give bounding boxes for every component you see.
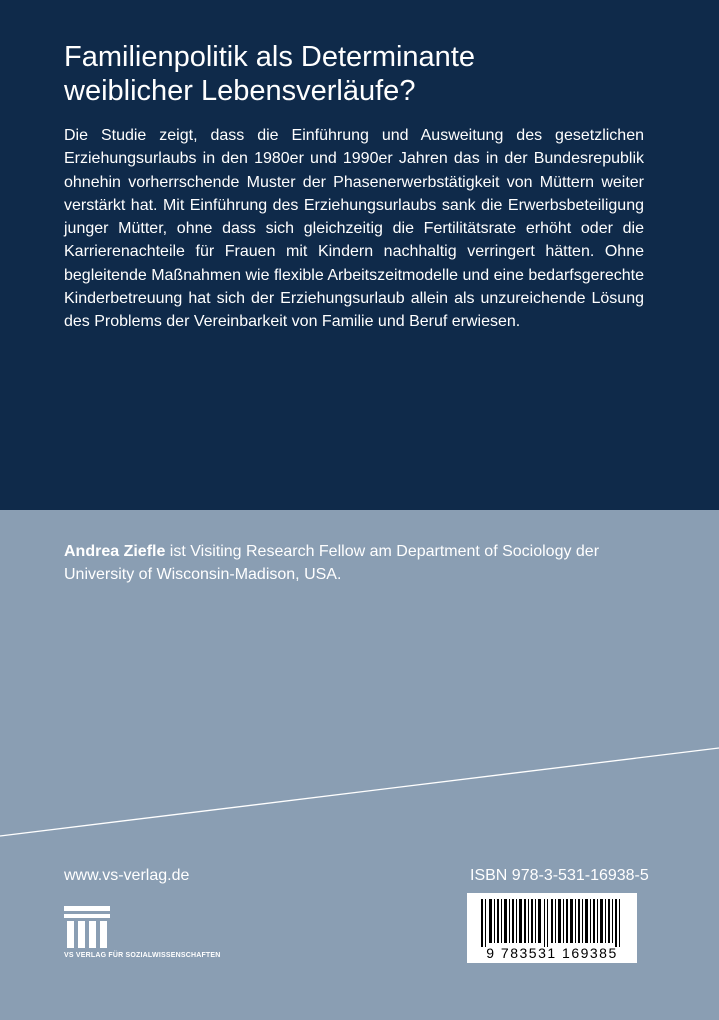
barcode-number: 9 783531 169385 [486,945,618,961]
publisher-name: VS VERLAG FÜR SOZIALWISSENSCHAFTEN [64,952,221,959]
isbn-text: ISBN 978-3-531-16938-5 [470,867,649,884]
barcode-bars-icon [467,893,637,947]
diagonal-divider-line [0,740,719,840]
title-line-2: weiblicher Lebensverläufe? [64,75,416,107]
author-description: ist Visiting Research Fellow am Department of Sociology der University of Wisconsin-Madison, USA. [64,543,600,583]
isbn-barcode [467,893,637,963]
publisher-website: www.vs-verlag.de [64,867,190,884]
author-name: Andrea Ziefle [64,543,166,560]
title-line-1: Familienpolitik als Determinante [64,41,475,73]
book-title [64,40,664,108]
abstract-text: Die Studie zeigt, dass die Einführung und Ausweitung des gesetzlichen Erziehungsurlaubs in den 1980er und 1990er Jahren das in der Bundesrepublik ohnehin vorherrschende Muster der Phasenerwerbstätigkeit von Müttern weiter verstärkt hat. Mit Einführung des Erziehungsurlaubs sank die Erwerbsbeteiligung junger Mütter, ohne dass sich gleichzeitig die Fertilitätsrate erhöht oder die Karrierenachteile für Frauen mit Kindern nachhaltig verringert hätten. Ohne begleitende Maßnahmen wie flexible Arbeitszeitmodelle und eine bedarfsgerechte Kinderbetreuung hat sich der Erziehungsurlaub allein als unzureichende Lösung des Problems der Vereinbarkeit von Familie und Beruf erwiesen. [64,127,644,331]
author-bio [64,540,664,586]
